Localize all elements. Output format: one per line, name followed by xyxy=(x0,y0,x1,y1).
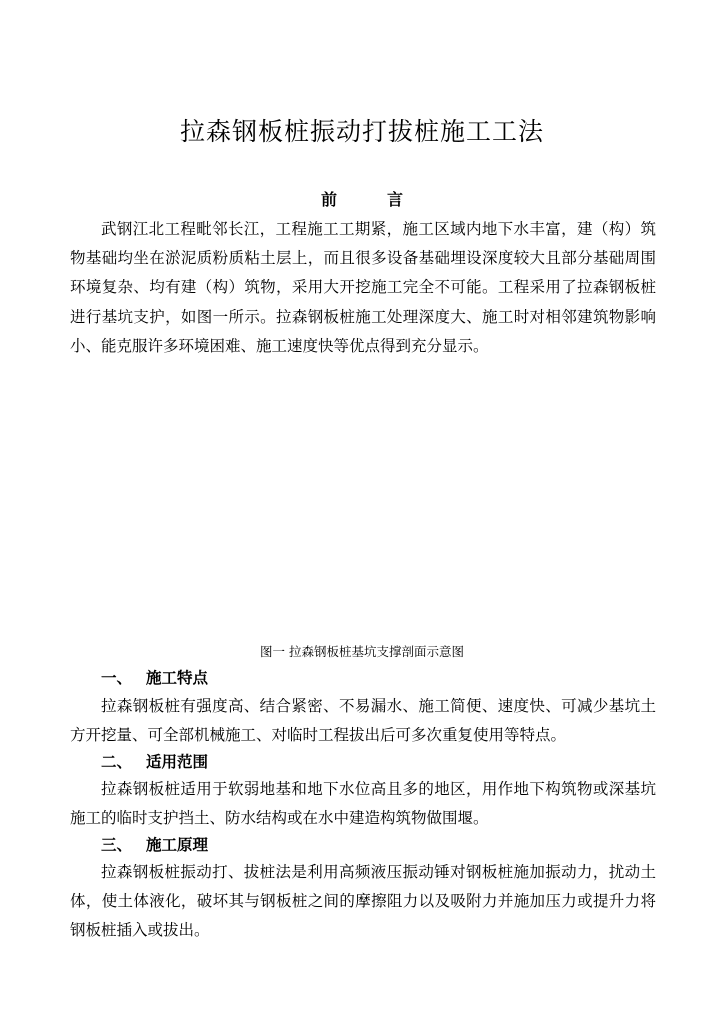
section-paragraph-scope: 拉森钢板桩适用于软弱地基和地下水位高且多的地区，用作地下构筑物或深基坑施工的临时支护挡土、防水结构或在水中建造构筑物做围堰。 xyxy=(70,780,656,828)
section-paragraph-features: 拉森钢板桩有强度高、结合紧密、不易漏水、施工简便、速度快、可减少基坑土方开挖量、可全部机械施工、对临时工程拔出后可多次重复使用等特点。 xyxy=(70,697,656,745)
section-title: 施工特点 xyxy=(146,669,209,687)
section-heading-features xyxy=(101,665,208,691)
section-title: 适用范围 xyxy=(146,753,209,771)
section-number: 三、 xyxy=(101,836,133,854)
section-heading-principle xyxy=(101,832,208,858)
document-title: 拉森钢板桩振动打拔桩施工工法 xyxy=(179,117,544,146)
section-number: 二、 xyxy=(101,753,133,771)
preface-heading-left: 前 xyxy=(320,190,337,209)
section-number: 一、 xyxy=(101,669,133,687)
preface-paragraph: 武钢江北工程毗邻长江，工程施工工期紧，施工区域内地下水丰富，建（构）筑物基础均坐在淤泥质粉质粘土层上，而且很多设备基础埋设深度较大且部分基础周围环境复杂、均有建（构）筑物，采用大开挖施工完全不可能。工程采用了拉森钢板桩进行基坑支护，如图一所示。拉森钢板桩施工处理深度大、施工时对相邻建筑物影响小、能克服许多环境困难、施工速度快等优点得到充分显示。 xyxy=(70,220,656,355)
section-paragraph-principle: 拉森钢板桩振动打、拔桩法是利用高频液压振动锤对钢板桩施加振动力，扰动土体，使土体液化，破坏其与钢板桩之间的摩擦阻力以及吸附力并施加压力或提升力将钢板桩插入或拔出。 xyxy=(70,863,656,940)
preface-heading-right: 言 xyxy=(387,190,404,209)
figure-caption: 图一 拉森钢板桩基坑支撑剖面示意图 xyxy=(260,644,464,659)
figure-placeholder xyxy=(70,400,656,630)
section-title: 施工原理 xyxy=(146,836,209,854)
section-heading-scope xyxy=(101,749,208,775)
preface-heading xyxy=(0,187,724,213)
